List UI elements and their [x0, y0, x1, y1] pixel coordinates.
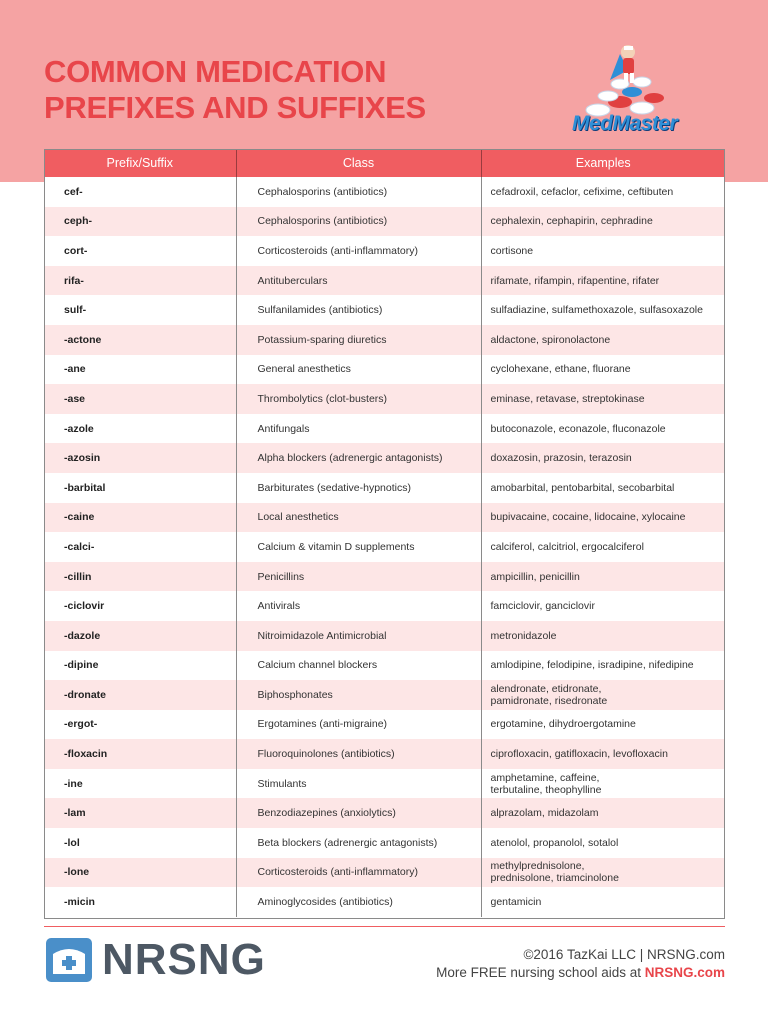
table-row [44, 710, 725, 740]
table-row [44, 295, 725, 325]
promo-line [436, 964, 725, 982]
class-cell: Corticosteroids (anti-inflammatory) [236, 858, 481, 888]
affix-cell: cort- [64, 244, 88, 257]
examples-line: metronidazole [490, 629, 557, 642]
class-cell: Thrombolytics (clot-busters) [236, 384, 481, 414]
examples-cell [481, 651, 725, 681]
table-header-row [44, 149, 725, 177]
column-header-examples: Examples [481, 149, 725, 177]
table-row [44, 503, 725, 533]
affix-cell: -lone [44, 858, 236, 888]
affix-cell: ceph- [44, 207, 236, 237]
examples-cell [481, 769, 725, 799]
examples-cell [481, 887, 725, 917]
examples-cell [481, 503, 725, 533]
examples-cell [481, 562, 725, 592]
nrsng-link[interactable]: NRSNG.com [644, 965, 725, 980]
examples-line: methylprednisolone, [490, 860, 585, 873]
examples-cell [481, 207, 725, 237]
examples-line: aldactone, spironolactone [490, 333, 611, 346]
examples-cell [481, 828, 725, 858]
medmaster-logo-text: MedMaster [572, 112, 678, 135]
examples-cell [481, 710, 725, 740]
examples-line: ergotamine, dihydroergotamine [490, 718, 636, 731]
table-row [44, 266, 725, 296]
table-row [44, 887, 725, 917]
table-row [44, 562, 725, 592]
class-cell: Stimulants [236, 769, 481, 799]
table-row [44, 177, 725, 207]
affix-cell: -dipine [64, 659, 99, 672]
examples-line: cortisone [490, 244, 534, 257]
class-cell: Antivirals [236, 591, 481, 621]
column-header-affix: Prefix/Suffix [44, 149, 236, 177]
class-cell: Benzodiazepines (anxiolytics) [236, 798, 481, 828]
examples-cell [481, 532, 725, 562]
affix-cell: -micin [64, 896, 95, 909]
examples-line: rifamate, rifampin, rifapentine, rifater [490, 274, 660, 287]
affix-cell: -azosin [44, 443, 236, 473]
class-cell: Antituberculars [236, 266, 481, 296]
affix-cell: -barbital [64, 481, 106, 494]
examples-line: alprazolam, midazolam [490, 807, 599, 820]
examples-line: calciferol, calcitriol, ergocalciferol [490, 540, 644, 553]
nurse-cap-icon [46, 938, 92, 982]
class-cell: Cephalosporins (antibiotics) [236, 177, 481, 207]
examples-cell [481, 473, 725, 503]
table-row [44, 532, 725, 562]
title-line-1: COMMON MEDICATION [44, 54, 387, 89]
class-cell: Penicillins [236, 562, 481, 592]
table-row [44, 414, 725, 444]
class-cell: Calcium & vitamin D supplements [236, 532, 481, 562]
affix-cell: -dazole [44, 621, 236, 651]
affix-cell: -lam [44, 798, 236, 828]
examples-cell [481, 739, 725, 769]
examples-line: butoconazole, econazole, fluconazole [490, 422, 666, 435]
examples-line: sulfadiazine, sulfamethoxazole, sulfasoxazole [490, 304, 703, 317]
affix-cell: -ine [64, 777, 83, 790]
examples-cell [481, 384, 725, 414]
examples-line: doxazosin, prazosin, terazosin [490, 452, 632, 465]
examples-cell [481, 443, 725, 473]
class-cell: Aminoglycosides (antibiotics) [236, 887, 481, 917]
examples-line: amobarbital, pentobarbital, secobarbital [490, 481, 675, 494]
affix-cell: cef- [64, 185, 83, 198]
class-cell: General anesthetics [236, 355, 481, 385]
examples-line: amphetamine, caffeine, [490, 771, 600, 784]
examples-cell [481, 325, 725, 355]
examples-cell [481, 798, 725, 828]
examples-line: cefadroxil, cefaclor, cefixime, ceftibuten [490, 185, 674, 198]
class-cell: Beta blockers (adrenergic antagonists) [236, 828, 481, 858]
affix-cell: -dronate [44, 680, 236, 710]
page-title [44, 54, 426, 126]
examples-cell [481, 680, 725, 710]
superhero-mascot-icon [610, 45, 635, 83]
table-row [44, 858, 725, 888]
footer-credits [436, 946, 725, 982]
affix-cell: -lol [64, 836, 80, 849]
examples-cell [481, 177, 725, 207]
examples-line: atenolol, propanolol, sotalol [490, 836, 619, 849]
table-row [44, 207, 725, 237]
examples-line: prednisolone, triamcinolone [490, 872, 619, 885]
table-row [44, 473, 725, 503]
affix-cell: -azole [64, 422, 94, 435]
examples-line: famciclovir, ganciclovir [490, 600, 595, 613]
affix-cell: rifa- [44, 266, 236, 296]
examples-line: ampicillin, penicillin [490, 570, 580, 583]
examples-cell [481, 295, 725, 325]
class-cell: Biphosphonates [236, 680, 481, 710]
title-line-2: PREFIXES AND SUFFIXES [44, 90, 426, 125]
class-cell: Sulfanilamides (antibiotics) [236, 295, 481, 325]
examples-line: bupivacaine, cocaine, lidocaine, xylocaine [490, 511, 686, 524]
examples-line: pamidronate, risedronate [490, 694, 608, 707]
class-cell: Barbiturates (sedative-hypnotics) [236, 473, 481, 503]
promo-text: More FREE nursing school aids at [436, 965, 645, 980]
class-cell: Calcium channel blockers [236, 651, 481, 681]
examples-line: cephalexin, cephapirin, cephradine [490, 215, 653, 228]
affix-cell: -caine [44, 503, 236, 533]
examples-cell [481, 236, 725, 266]
table-body [44, 177, 725, 917]
examples-cell [481, 266, 725, 296]
footer-divider [44, 926, 725, 927]
class-cell: Cephalosporins (antibiotics) [236, 207, 481, 237]
table-row [44, 651, 725, 681]
examples-line: gentamicin [490, 896, 542, 909]
table-row [44, 443, 725, 473]
class-cell: Fluoroquinolones (antibiotics) [236, 739, 481, 769]
examples-line: eminase, retavase, streptokinase [490, 392, 645, 405]
table-row [44, 325, 725, 355]
affix-cell: -ase [44, 384, 236, 414]
table-row [44, 355, 725, 385]
examples-cell [481, 621, 725, 651]
class-cell: Alpha blockers (adrenergic antagonists) [236, 443, 481, 473]
examples-line: cyclohexane, ethane, fluorane [490, 363, 631, 376]
examples-cell [481, 355, 725, 385]
table-row [44, 739, 725, 769]
affix-cell: -cillin [44, 562, 236, 592]
table-row [44, 236, 725, 266]
table-row [44, 384, 725, 414]
affix-cell: -actone [44, 325, 236, 355]
affix-cell: -floxacin [44, 739, 236, 769]
medication-affix-table [44, 149, 725, 917]
table-row [44, 769, 725, 799]
class-cell: Local anesthetics [236, 503, 481, 533]
affix-cell: -ciclovir [64, 600, 105, 613]
class-cell: Corticosteroids (anti-inflammatory) [236, 236, 481, 266]
class-cell: Nitroimidazole Antimicrobial [236, 621, 481, 651]
affix-cell: -ergot- [64, 718, 98, 731]
affix-cell: -calci- [64, 540, 95, 553]
class-cell: Antifungals [236, 414, 481, 444]
affix-cell: -ane [64, 363, 86, 376]
table-row [44, 680, 725, 710]
examples-line: alendronate, etidronate, [490, 682, 602, 695]
class-cell: Potassium-sparing diuretics [236, 325, 481, 355]
table-row [44, 591, 725, 621]
nrsng-brand: NRSNG [102, 935, 266, 984]
table-row [44, 798, 725, 828]
examples-cell [481, 858, 725, 888]
affix-cell: sulf- [64, 304, 87, 317]
column-header-class: Class [236, 149, 481, 177]
table-row [44, 621, 725, 651]
examples-line: amlodipine, felodipine, isradipine, nifedipine [490, 659, 694, 672]
examples-cell [481, 414, 725, 444]
examples-cell [481, 591, 725, 621]
copyright-text: ©2016 TazKai LLC | NRSNG.com [523, 947, 725, 962]
class-cell: Ergotamines (anti-migraine) [236, 710, 481, 740]
examples-line: ciprofloxacin, gatifloxacin, levofloxacin [490, 748, 668, 761]
table-row [44, 828, 725, 858]
examples-line: terbutaline, theophylline [490, 783, 602, 796]
